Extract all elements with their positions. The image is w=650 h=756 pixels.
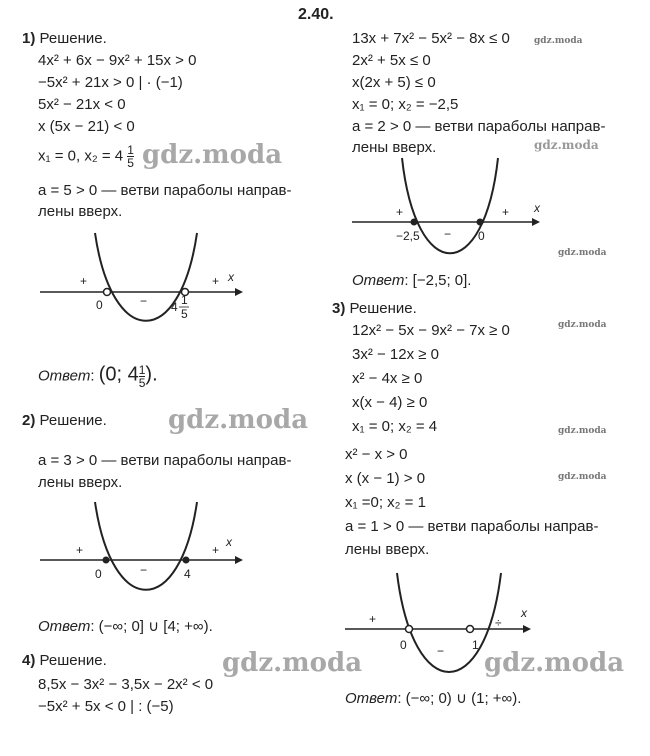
p3-line-4: x(x − 4) ≥ 0 <box>352 394 428 411</box>
p1-answer-label: Ответ <box>38 367 91 385</box>
rt-axis-label: x <box>534 201 540 215</box>
p1-root-label-2-den: 5 <box>181 307 188 321</box>
p1-root-label-2-num: 1 <box>181 293 188 307</box>
p2-root-point-1 <box>103 557 110 564</box>
rb-sign-plus-1: + <box>369 612 377 626</box>
rt-line-3: x(2x + 5) ≤ 0 <box>352 74 436 91</box>
p1-roots-frac-den: 5 <box>127 156 134 170</box>
rb-line-3: x₁ =0; x₂ = 1 <box>345 494 426 511</box>
p2-axis-label: x <box>226 535 232 549</box>
p1-answer-close: ). <box>145 363 158 386</box>
rb-root-point-2 <box>467 626 474 633</box>
p1-answer-frac-den: 5 <box>138 376 146 390</box>
rb-a-line-2: лены вверх. <box>345 541 430 558</box>
problem-2-header <box>22 412 107 429</box>
p3-line-1: 12x² − 5x − 9x² − 7x ≥ 0 <box>352 322 510 339</box>
rb-axis-label: x <box>521 606 527 620</box>
p3-line-3: x² − 4x ≥ 0 <box>352 370 423 387</box>
p1-roots <box>38 144 134 169</box>
p2-parabola-graph <box>40 494 270 599</box>
problem-4-number: 4) <box>22 652 36 669</box>
rb-a-line-1: a = 1 > 0 — ветви параболы направ- <box>345 518 599 535</box>
rb-line-2: x (x − 1) > 0 <box>345 470 426 487</box>
exercise-title: 2.40. <box>298 6 334 23</box>
p1-line-3: 5x² − 21x < 0 <box>38 96 126 113</box>
p2-root-point-2 <box>183 557 190 564</box>
p1-line-2: −5x² + 21x > 0 | · (−1) <box>38 74 183 91</box>
rt-answer-value: : [−2,5; 0]. <box>404 272 472 289</box>
p1-root-label-2-whole: 4 <box>171 300 178 314</box>
rb-sign-plus-2: ÷ <box>495 616 502 630</box>
rb-line-1: x² − x > 0 <box>345 446 408 463</box>
watermark-4: gdz.moda <box>484 648 625 678</box>
p1-roots-frac-num: 1 <box>127 143 134 157</box>
p2-answer-label: Ответ <box>38 618 91 635</box>
rt-answer-label: Ответ <box>352 272 405 289</box>
problem-1-heading: Решение. <box>39 30 107 47</box>
p1-axis-arrow <box>235 288 243 296</box>
rt-root-point-1 <box>411 219 418 226</box>
rt-a-line-1: a = 2 > 0 — ветви параболы направ- <box>352 118 606 135</box>
p1-roots-fraction <box>127 144 134 169</box>
rt-axis-arrow <box>532 218 540 226</box>
watermark-1: gdz.moda <box>142 140 283 170</box>
problem-4-heading: Решение. <box>39 652 107 669</box>
problem-2-heading: Решение. <box>39 412 107 429</box>
rt-line-4: x₁ = 0; x₂ = −2,5 <box>352 96 459 113</box>
rb-answer <box>345 690 521 707</box>
p4-line-2: −5x² + 5x < 0 | : (−5) <box>38 698 174 715</box>
rb-answer-value: : (−∞; 0) ∪ (1; +∞). <box>397 690 522 707</box>
rt-line-1: 13x + 7x² − 5x² − 8x ≤ 0 <box>352 30 510 47</box>
p1-a-line-2: лены вверх. <box>38 203 123 220</box>
p1-axis-label: x <box>228 270 234 284</box>
rb-root-label-2: 1 <box>472 638 479 652</box>
p1-root-label-1: 0 <box>96 298 103 312</box>
p2-answer-value: : (−∞; 0] ∪ [4; +∞). <box>90 618 213 635</box>
rt-root-label-2: 0 <box>478 229 485 243</box>
problem-3-header <box>332 300 417 317</box>
p1-answer: Ответ: (0; 4 $\frac{1}{5}$ ). <box>38 363 158 390</box>
rt-root-label-1: −2,5 <box>396 229 420 243</box>
p2-a-line-1: a = 3 > 0 — ветви параболы направ- <box>38 452 292 469</box>
rb-answer-label: Ответ <box>345 690 398 707</box>
p2-sign-plus-1: + <box>76 543 84 557</box>
p1-a-line-1: a = 5 > 0 — ветви параболы направ- <box>38 182 292 199</box>
rt-sign-plus-1: + <box>396 205 404 219</box>
p1-line-1: 4x² + 6x − 9x² + 15x > 0 <box>38 52 197 69</box>
problem-3-heading: Решение. <box>349 300 417 317</box>
p1-answer-frac-num: 1 <box>138 363 146 377</box>
p2-root-label-2: 4 <box>184 567 191 581</box>
p2-sign-minus: − <box>140 563 148 577</box>
watermark-small-3: gdz.moda <box>558 248 607 258</box>
p1-sign-minus: − <box>140 294 148 308</box>
p3-line-2: 3x² − 12x ≥ 0 <box>352 346 440 363</box>
p1-parabola-graph <box>40 225 270 335</box>
p1-roots-text: x₁ = 0, x₂ = 4 <box>38 147 124 165</box>
rt-parabola-graph <box>352 150 562 255</box>
watermark-small-2: gdz.moda <box>534 138 599 152</box>
p2-a-line-2: лены вверх. <box>38 474 123 491</box>
rt-root-point-2 <box>477 219 484 226</box>
rt-sign-plus-2: + <box>502 205 510 219</box>
p3-line-5: x₁ = 0; x₂ = 4 <box>352 418 438 435</box>
p2-axis-arrow <box>235 556 243 564</box>
p2-root-label-1: 0 <box>95 567 102 581</box>
rt-line-2: 2x² + 5x ≤ 0 <box>352 52 431 69</box>
watermark-small-5: gdz.moda <box>558 426 607 436</box>
problem-3-number: 3) <box>332 300 346 317</box>
problem-1-number: 1) <box>22 30 36 47</box>
p1-sign-plus-1: + <box>80 274 88 288</box>
p4-line-1: 8,5x − 3x² − 3,5x − 2x² < 0 <box>38 676 214 693</box>
rb-root-label-1: 0 <box>400 638 407 652</box>
rt-answer <box>352 272 471 289</box>
p1-root-point-1 <box>104 289 111 296</box>
problem-4-header <box>22 652 107 669</box>
watermark-2: gdz.moda <box>168 405 309 435</box>
p2-sign-plus-2: + <box>212 543 220 557</box>
rt-sign-minus: − <box>444 227 452 241</box>
rb-root-point-1 <box>406 626 413 633</box>
p1-line-4: x (5x − 21) < 0 <box>38 118 135 135</box>
p1-sign-plus-2: + <box>212 274 220 288</box>
watermark-small-6: gdz.moda <box>558 472 607 482</box>
problem-1-header <box>22 30 107 47</box>
watermark-3: gdz.moda <box>222 648 363 678</box>
rt-a-line-2: лены вверх. <box>352 139 437 156</box>
watermark-small-4: gdz.moda <box>558 320 607 330</box>
p1-answer-open: (0; 4 <box>98 363 139 386</box>
problem-2-number: 2) <box>22 412 36 429</box>
watermark-small-1: gdz.moda <box>534 36 583 46</box>
rb-sign-minus: − <box>437 644 445 658</box>
p2-answer <box>38 618 213 635</box>
rb-axis-arrow <box>523 625 531 633</box>
